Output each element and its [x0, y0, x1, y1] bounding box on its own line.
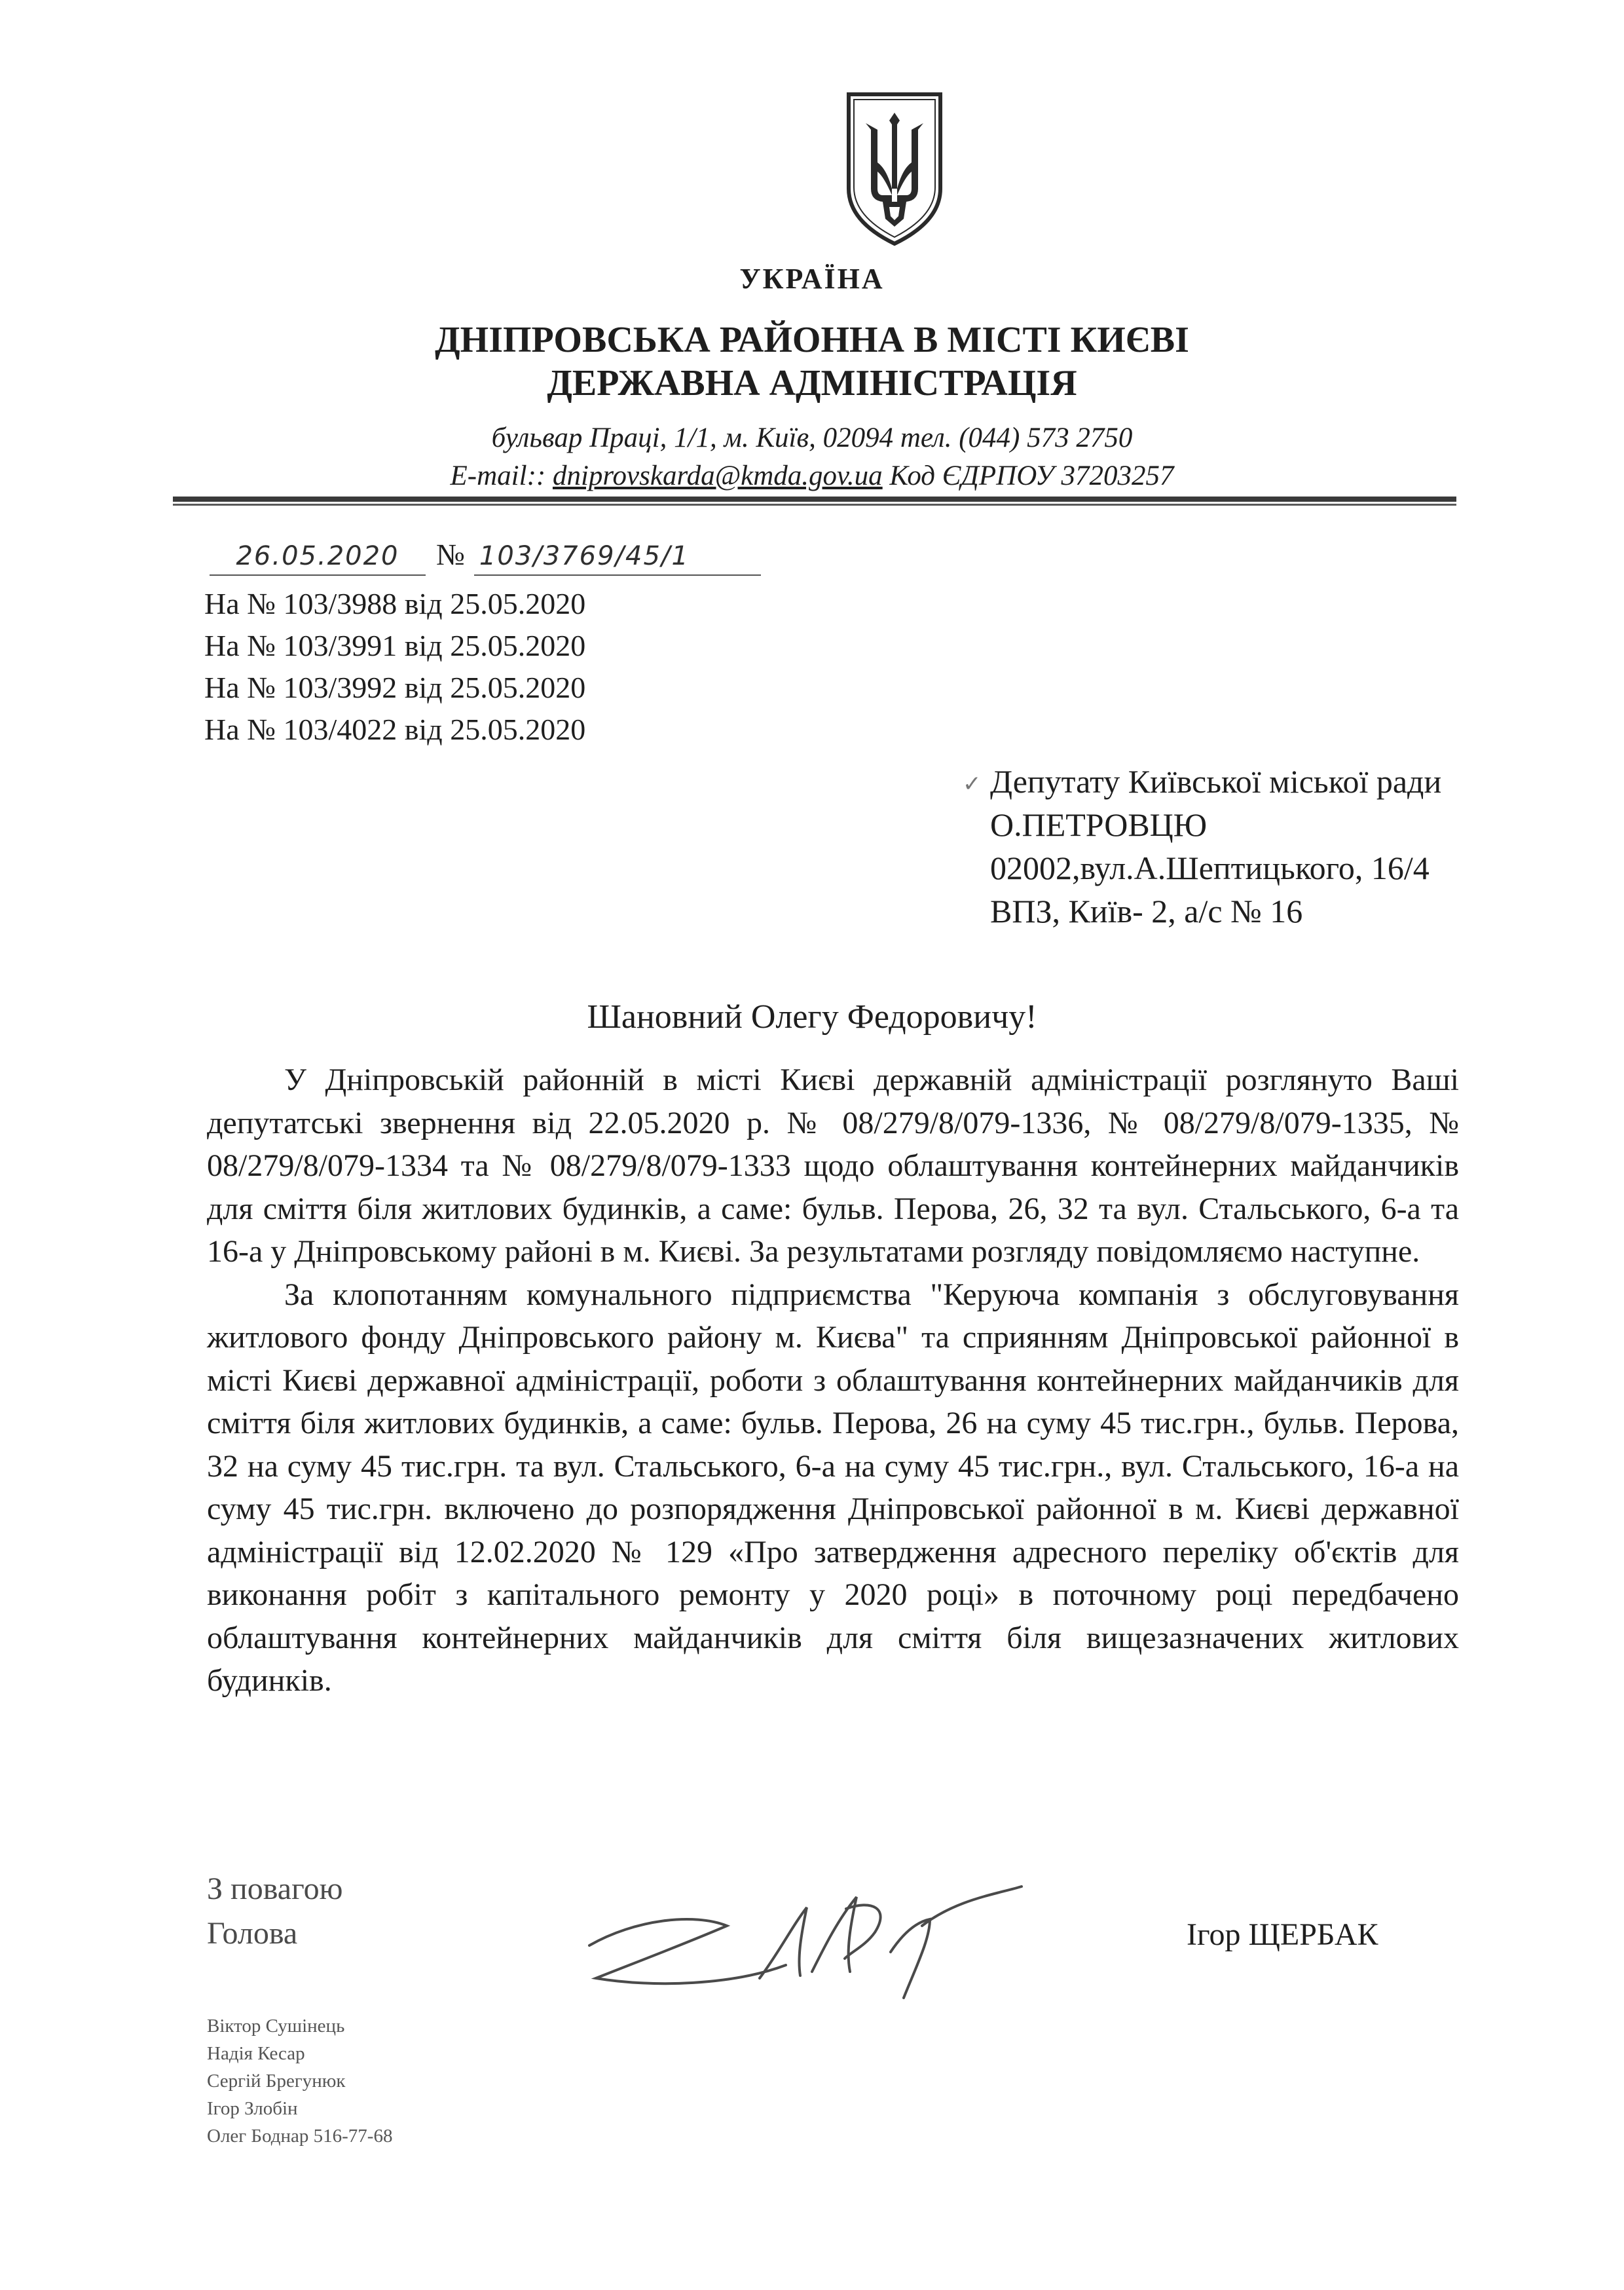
reference-item: На № 103/4022 від 25.05.2020: [204, 713, 586, 746]
organization-name: [0, 318, 1624, 405]
outgoing-number-label: №: [436, 538, 465, 571]
organization-contacts: [0, 419, 1624, 495]
email-link[interactable]: dniprovskarda@kmda.gov.ua: [552, 460, 883, 491]
addressee-street: 02002,вул.А.Шептицького, 16/4: [990, 850, 1430, 886]
header-divider-thick: [173, 497, 1456, 502]
signer-position: Голова: [207, 1916, 298, 1951]
addressee-block: [963, 760, 1442, 933]
organization-email-line: [0, 457, 1624, 495]
executor-item: Віктор Сушінець: [207, 2016, 345, 2037]
outgoing-registration: [210, 532, 761, 578]
reference-item: На № 103/3988 від 25.05.2020: [204, 587, 586, 620]
email-label: E-mail::: [450, 460, 553, 491]
addressee-postbox: ВПЗ, Київ- 2, а/с № 16: [990, 893, 1303, 929]
outgoing-number: 103/3769/45/1: [474, 538, 761, 576]
signer-name: Ігор ЩЕРБАК: [1187, 1917, 1378, 1952]
handwritten-signature: [563, 1854, 1035, 2011]
edrpou-code: Код ЄДРПОУ 37203257: [882, 460, 1174, 491]
executor-item: Олег Боднар 516-77-68: [207, 2126, 393, 2147]
organization-address: бульвар Праці, 1/1, м. Київ, 02094 тел. (044) 573 2750: [491, 422, 1133, 453]
executor-item: Надія Кесар: [207, 2043, 305, 2064]
reference-list: [204, 583, 585, 751]
closing-regards: З повагою: [207, 1871, 343, 1906]
coat-of-arms-icon: [843, 90, 946, 248]
body-paragraph-2: За клопотанням комунального підприємства "Керуюча компанія з обслуговування житлового фонду Дніпровського району м. Києва" та сприянням Дніпровської районної в місті Києві державної адміністрації, роботи з облаштування контейнерних майданчиків для сміття біля житлових будинків, а саме: бульв. Перова, 26 на суму 45 тис.грн., бульв. Перова, 32 на суму 45 тис.грн. та вул. Стальського, 6-а на суму 45 тис.грн., вул. Стальського, 16-а на суму 45 тис.грн. включено до розпорядження Дніпровської районної в м. Києві державної адміністрації від 12.02.2020 № 129 «Про затвердження адресного переліку об'єктів для виконання робіт з капітального ремонту у 2020 році» в поточному році передбачено облаштування контейнерних майданчиків для сміття біля вищезазначених житлових будинків.: [207, 1277, 1459, 1698]
closing-block: [207, 1867, 342, 1956]
salutation: Шановний Олегу Федоровичу!: [587, 998, 1037, 1036]
header-divider-thin: [173, 504, 1456, 506]
executor-item: Ігор Злобін: [207, 2098, 298, 2119]
executors-list: [207, 2012, 392, 2150]
body-paragraph-1: У Дніпровській районній в місті Києві державній адміністрації розглянуто Ваші депутатські звернення від 22.05.2020 р. № 08/279/8/079-1336, № 08/279/8/079-1335, № 08/279/8/079-1334 та № 08/279/8/079-1333 щодо облаштування контейнерних майданчиків для сміття біля житлових будинків, а саме: бульв. Перова, 26, 32 та вул. Стальського, 6-а та 16-а у Дніпровському районі в м. Києві. За результатами розгляду повідомляємо наступне.: [207, 1062, 1459, 1269]
organization-name-line1: ДНІПРОВСЬКА РАЙОННА В МІСТІ КИЄВІ: [435, 320, 1189, 360]
reference-item: На № 103/3992 від 25.05.2020: [204, 671, 586, 704]
letter-body: [207, 1059, 1459, 1702]
organization-name-line2: ДЕРЖАВНА АДМІНІСТРАЦІЯ: [547, 363, 1077, 404]
header-divider: [173, 497, 1456, 507]
addressee-name: О.ПЕТРОВЦЮ: [990, 806, 1208, 843]
addressee-position: Депутату Київської міської ради: [990, 763, 1442, 800]
reference-item: На № 103/3991 від 25.05.2020: [204, 629, 586, 662]
outgoing-date: 26.05.2020: [210, 538, 426, 576]
country-name: УКРАЇНА: [739, 263, 885, 295]
executor-item: Сергій Брегунюк: [207, 2071, 346, 2092]
check-mark-icon: ✓: [963, 771, 982, 797]
